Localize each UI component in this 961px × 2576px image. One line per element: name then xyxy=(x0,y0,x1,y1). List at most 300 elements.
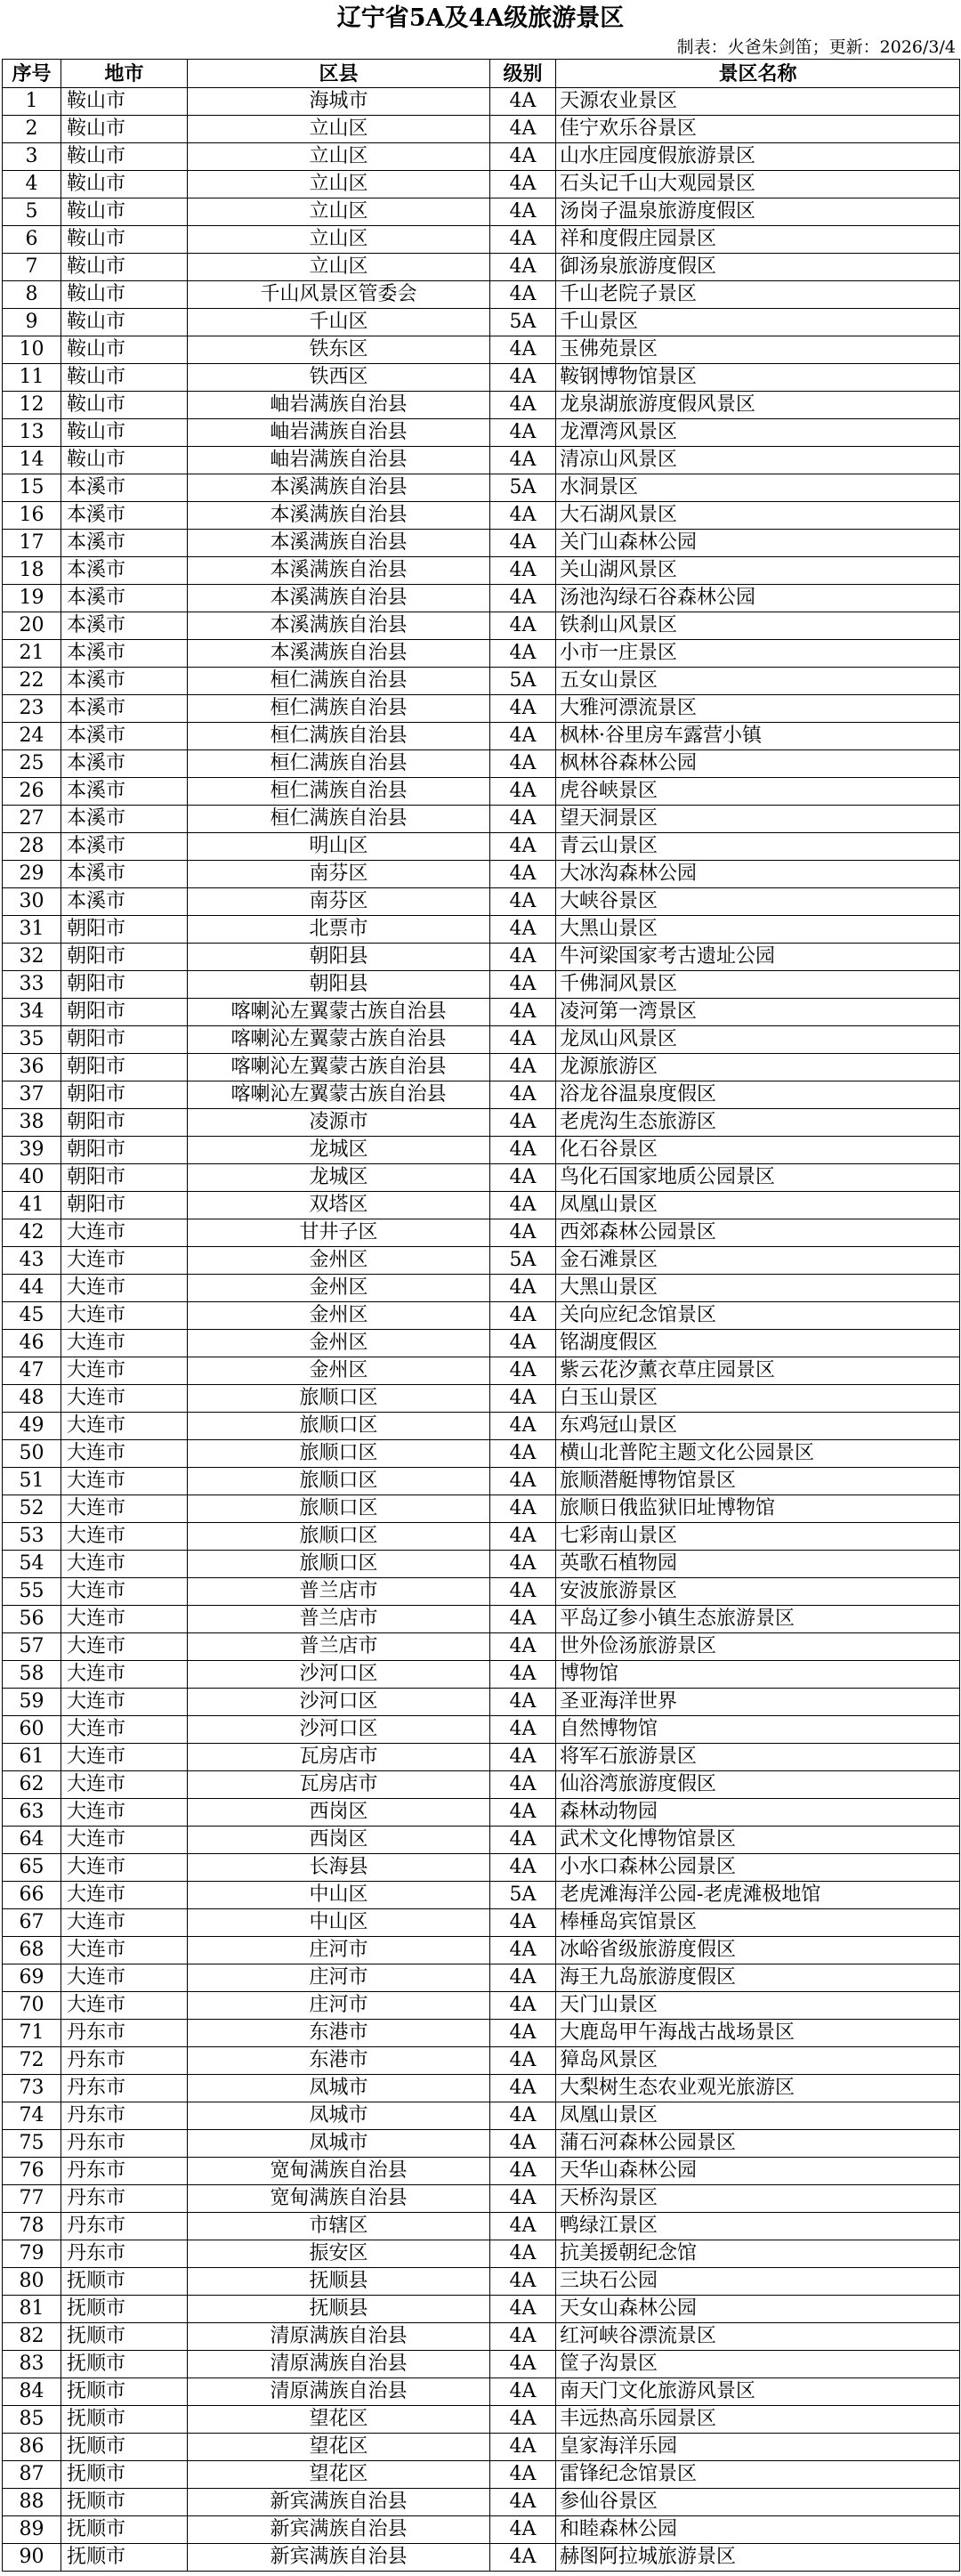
cell-city: 抚顺市 xyxy=(61,2268,188,2296)
table-row xyxy=(3,336,960,364)
cell-district: 桓仁满族自治县 xyxy=(188,806,490,833)
cell-scenic-name: 天女山森林公园 xyxy=(556,2296,960,2323)
cell-index: 79 xyxy=(3,2240,61,2268)
table-row xyxy=(3,254,960,281)
cell-district: 岫岩满族自治县 xyxy=(188,392,490,419)
cell-scenic-name: 龙源旅游区 xyxy=(556,1054,960,1081)
cell-district: 新宾满族自治县 xyxy=(188,2516,490,2544)
cell-district: 振安区 xyxy=(188,2240,490,2268)
cell-level: 5A xyxy=(490,1247,556,1275)
cell-index: 20 xyxy=(3,612,61,640)
cell-city: 大连市 xyxy=(61,1937,188,1964)
cell-scenic-name: 东鸡冠山景区 xyxy=(556,1413,960,1440)
cell-city: 本溪市 xyxy=(61,530,188,557)
cell-scenic-name: 小市一庄景区 xyxy=(556,640,960,668)
cell-district: 甘井子区 xyxy=(188,1219,490,1247)
header-scenic-name: 景区名称 xyxy=(556,60,960,88)
cell-level: 4A xyxy=(490,723,556,750)
table-row xyxy=(3,695,960,723)
cell-scenic-name: 森林动物园 xyxy=(556,1799,960,1827)
cell-city: 本溪市 xyxy=(61,806,188,833)
cell-index: 10 xyxy=(3,336,61,364)
cell-index: 38 xyxy=(3,1109,61,1137)
cell-city: 鞍山市 xyxy=(61,88,188,116)
cell-district: 普兰店市 xyxy=(188,1606,490,1633)
table-row xyxy=(3,392,960,419)
table-row xyxy=(3,2323,960,2351)
cell-city: 本溪市 xyxy=(61,640,188,668)
cell-level: 5A xyxy=(490,474,556,502)
cell-index: 86 xyxy=(3,2434,61,2461)
cell-level: 4A xyxy=(490,2378,556,2406)
cell-district: 沙河口区 xyxy=(188,1716,490,1744)
cell-level: 4A xyxy=(490,1468,556,1495)
cell-city: 丹东市 xyxy=(61,2185,188,2213)
cell-city: 鞍山市 xyxy=(61,143,188,171)
cell-level: 4A xyxy=(490,557,556,585)
cell-index: 40 xyxy=(3,1164,61,1192)
header-district: 区县 xyxy=(188,60,490,88)
cell-city: 鞍山市 xyxy=(61,419,188,447)
table-row xyxy=(3,1302,960,1330)
cell-scenic-name: 大冰沟森林公园 xyxy=(556,861,960,888)
cell-index: 57 xyxy=(3,1633,61,1661)
cell-district: 抚顺县 xyxy=(188,2268,490,2296)
cell-district: 旅顺口区 xyxy=(188,1385,490,1413)
cell-index: 15 xyxy=(3,474,61,502)
cell-district: 金州区 xyxy=(188,1330,490,1357)
cell-index: 76 xyxy=(3,2158,61,2185)
cell-level: 4A xyxy=(490,1219,556,1247)
cell-scenic-name: 天桥沟景区 xyxy=(556,2185,960,2213)
cell-scenic-name: 鸟化石国家地质公园景区 xyxy=(556,1164,960,1192)
cell-scenic-name: 龙潭湾风景区 xyxy=(556,419,960,447)
table-row xyxy=(3,1799,960,1827)
cell-scenic-name: 龙凤山风景区 xyxy=(556,1026,960,1054)
cell-level: 4A xyxy=(490,1551,556,1578)
cell-scenic-name: 金石滩景区 xyxy=(556,1247,960,1275)
cell-district: 北票市 xyxy=(188,916,490,944)
cell-level: 4A xyxy=(490,1523,556,1551)
cell-level: 4A xyxy=(490,1275,556,1302)
cell-index: 60 xyxy=(3,1716,61,1744)
cell-scenic-name: 浴龙谷温泉度假区 xyxy=(556,1081,960,1109)
cell-city: 本溪市 xyxy=(61,750,188,778)
cell-level: 4A xyxy=(490,2323,556,2351)
cell-scenic-name: 老虎滩海洋公园-老虎滩极地馆 xyxy=(556,1882,960,1909)
table-row xyxy=(3,999,960,1026)
cell-district: 凤城市 xyxy=(188,2130,490,2158)
cell-district: 旅顺口区 xyxy=(188,1495,490,1523)
cell-level: 4A xyxy=(490,1854,556,1882)
cell-city: 朝阳市 xyxy=(61,999,188,1026)
cell-scenic-name: 武术文化博物馆景区 xyxy=(556,1827,960,1854)
cell-district: 金州区 xyxy=(188,1275,490,1302)
cell-level: 4A xyxy=(490,336,556,364)
cell-district: 金州区 xyxy=(188,1302,490,1330)
cell-district: 长海县 xyxy=(188,1854,490,1882)
cell-district: 宽甸满族自治县 xyxy=(188,2185,490,2213)
cell-scenic-name: 小水口森林公园景区 xyxy=(556,1854,960,1882)
cell-scenic-name: 化石谷景区 xyxy=(556,1137,960,1164)
cell-city: 本溪市 xyxy=(61,474,188,502)
table-row xyxy=(3,640,960,668)
cell-level: 4A xyxy=(490,1578,556,1606)
cell-level: 4A xyxy=(490,806,556,833)
cell-index: 59 xyxy=(3,1689,61,1716)
table-row xyxy=(3,2047,960,2075)
cell-level: 5A xyxy=(490,1882,556,1909)
cell-city: 丹东市 xyxy=(61,2158,188,2185)
cell-level: 4A xyxy=(490,1385,556,1413)
cell-scenic-name: 龙泉湖旅游度假风景区 xyxy=(556,392,960,419)
cell-index: 78 xyxy=(3,2213,61,2240)
cell-level: 4A xyxy=(490,2544,556,2572)
cell-city: 朝阳市 xyxy=(61,1081,188,1109)
cell-index: 14 xyxy=(3,447,61,474)
cell-city: 丹东市 xyxy=(61,2130,188,2158)
cell-level: 4A xyxy=(490,640,556,668)
cell-city: 朝阳市 xyxy=(61,944,188,971)
cell-level: 4A xyxy=(490,1716,556,1744)
cell-level: 5A xyxy=(490,309,556,336)
cell-level: 4A xyxy=(490,502,556,530)
cell-level: 4A xyxy=(490,1109,556,1137)
cell-index: 69 xyxy=(3,1964,61,1992)
table-row xyxy=(3,612,960,640)
cell-city: 抚顺市 xyxy=(61,2516,188,2544)
cell-district: 沙河口区 xyxy=(188,1689,490,1716)
cell-city: 大连市 xyxy=(61,1385,188,1413)
cell-index: 43 xyxy=(3,1247,61,1275)
cell-district: 清原满族自治县 xyxy=(188,2378,490,2406)
cell-city: 抚顺市 xyxy=(61,2351,188,2378)
cell-level: 4A xyxy=(490,1054,556,1081)
table-row xyxy=(3,916,960,944)
cell-district: 中山区 xyxy=(188,1909,490,1937)
table-meta: 制表：火爸朱剑笛；更新：2026/3/4 xyxy=(676,37,956,57)
cell-index: 51 xyxy=(3,1468,61,1495)
cell-level: 4A xyxy=(490,1081,556,1109)
cell-district: 旅顺口区 xyxy=(188,1468,490,1495)
cell-index: 62 xyxy=(3,1771,61,1799)
cell-district: 立山区 xyxy=(188,143,490,171)
table-row xyxy=(3,1413,960,1440)
cell-index: 30 xyxy=(3,888,61,916)
table-row xyxy=(3,88,960,116)
cell-scenic-name: 红河峡谷漂流景区 xyxy=(556,2323,960,2351)
cell-district: 南芬区 xyxy=(188,888,490,916)
cell-district: 瓦房店市 xyxy=(188,1771,490,1799)
cell-index: 48 xyxy=(3,1385,61,1413)
cell-scenic-name: 天华山森林公园 xyxy=(556,2158,960,2185)
cell-index: 65 xyxy=(3,1854,61,1882)
cell-index: 22 xyxy=(3,668,61,695)
table-row xyxy=(3,2544,960,2572)
cell-level: 4A xyxy=(490,143,556,171)
cell-scenic-name: 铭湖度假区 xyxy=(556,1330,960,1357)
cell-scenic-name: 丰远热高乐园景区 xyxy=(556,2406,960,2434)
cell-scenic-name: 水洞景区 xyxy=(556,474,960,502)
cell-index: 37 xyxy=(3,1081,61,1109)
cell-index: 35 xyxy=(3,1026,61,1054)
cell-level: 4A xyxy=(490,1357,556,1385)
cell-level: 4A xyxy=(490,2516,556,2544)
cell-district: 铁东区 xyxy=(188,336,490,364)
table-row xyxy=(3,502,960,530)
cell-city: 丹东市 xyxy=(61,2213,188,2240)
cell-level: 4A xyxy=(490,392,556,419)
cell-index: 52 xyxy=(3,1495,61,1523)
cell-scenic-name: 横山北普陀主题文化公园景区 xyxy=(556,1440,960,1468)
table-row xyxy=(3,2130,960,2158)
cell-district: 凌源市 xyxy=(188,1109,490,1137)
cell-city: 本溪市 xyxy=(61,612,188,640)
table-row xyxy=(3,723,960,750)
cell-district: 清原满族自治县 xyxy=(188,2351,490,2378)
cell-index: 21 xyxy=(3,640,61,668)
table-row xyxy=(3,2268,960,2296)
cell-city: 大连市 xyxy=(61,1827,188,1854)
cell-district: 新宾满族自治县 xyxy=(188,2544,490,2572)
cell-scenic-name: 平岛辽参小镇生态旅游景区 xyxy=(556,1606,960,1633)
table-row xyxy=(3,2378,960,2406)
table-row xyxy=(3,447,960,474)
cell-scenic-name: 望天洞景区 xyxy=(556,806,960,833)
cell-city: 本溪市 xyxy=(61,502,188,530)
cell-city: 抚顺市 xyxy=(61,2378,188,2406)
cell-city: 丹东市 xyxy=(61,2047,188,2075)
cell-level: 4A xyxy=(490,1744,556,1771)
cell-scenic-name: 大雅河漂流景区 xyxy=(556,695,960,723)
cell-city: 丹东市 xyxy=(61,2075,188,2102)
cell-scenic-name: 清凉山风景区 xyxy=(556,447,960,474)
cell-index: 5 xyxy=(3,198,61,226)
cell-district: 铁西区 xyxy=(188,364,490,392)
cell-district: 西岗区 xyxy=(188,1799,490,1827)
cell-district: 龙城区 xyxy=(188,1164,490,1192)
cell-scenic-name: 关门山森林公园 xyxy=(556,530,960,557)
cell-index: 32 xyxy=(3,944,61,971)
cell-city: 大连市 xyxy=(61,1551,188,1578)
cell-scenic-name: 凤凰山景区 xyxy=(556,1192,960,1219)
cell-level: 4A xyxy=(490,1440,556,1468)
cell-level: 4A xyxy=(490,2296,556,2323)
cell-index: 89 xyxy=(3,2516,61,2544)
cell-scenic-name: 自然博物馆 xyxy=(556,1716,960,1744)
cell-scenic-name: 千佛洞风景区 xyxy=(556,971,960,999)
cell-city: 抚顺市 xyxy=(61,2296,188,2323)
table-row xyxy=(3,171,960,198)
cell-level: 4A xyxy=(490,944,556,971)
cell-district: 千山风景区管委会 xyxy=(188,281,490,309)
cell-scenic-name: 西郊森林公园景区 xyxy=(556,1219,960,1247)
cell-city: 鞍山市 xyxy=(61,336,188,364)
cell-scenic-name: 紫云花汐薰衣草庄园景区 xyxy=(556,1357,960,1385)
cell-city: 丹东市 xyxy=(61,2020,188,2047)
cell-city: 大连市 xyxy=(61,1882,188,1909)
cell-scenic-name: 老虎沟生态旅游区 xyxy=(556,1109,960,1137)
cell-district: 新宾满族自治县 xyxy=(188,2489,490,2516)
cell-city: 大连市 xyxy=(61,1468,188,1495)
cell-scenic-name: 海王九岛旅游度假区 xyxy=(556,1964,960,1992)
cell-district: 立山区 xyxy=(188,198,490,226)
table-row xyxy=(3,1661,960,1689)
cell-index: 19 xyxy=(3,585,61,612)
cell-district: 望花区 xyxy=(188,2406,490,2434)
cell-index: 70 xyxy=(3,1992,61,2020)
table-row xyxy=(3,419,960,447)
cell-scenic-name: 玉佛苑景区 xyxy=(556,336,960,364)
table-row xyxy=(3,1109,960,1137)
cell-level: 4A xyxy=(490,1192,556,1219)
cell-city: 鞍山市 xyxy=(61,281,188,309)
cell-level: 4A xyxy=(490,530,556,557)
cell-index: 68 xyxy=(3,1937,61,1964)
table-row xyxy=(3,944,960,971)
table-row xyxy=(3,1137,960,1164)
cell-city: 大连市 xyxy=(61,1744,188,1771)
cell-city: 抚顺市 xyxy=(61,2461,188,2489)
cell-level: 4A xyxy=(490,2461,556,2489)
cell-level: 4A xyxy=(490,1413,556,1440)
cell-scenic-name: 天门山景区 xyxy=(556,1992,960,2020)
cell-level: 4A xyxy=(490,2434,556,2461)
table-row xyxy=(3,861,960,888)
table-row xyxy=(3,1964,960,1992)
cell-index: 44 xyxy=(3,1275,61,1302)
cell-index: 77 xyxy=(3,2185,61,2213)
cell-district: 旅顺口区 xyxy=(188,1523,490,1551)
cell-level: 4A xyxy=(490,1661,556,1689)
cell-city: 本溪市 xyxy=(61,778,188,806)
cell-city: 大连市 xyxy=(61,1992,188,2020)
cell-city: 朝阳市 xyxy=(61,1137,188,1164)
cell-scenic-name: 博物馆 xyxy=(556,1661,960,1689)
cell-scenic-name: 抗美援朝纪念馆 xyxy=(556,2240,960,2268)
cell-level: 4A xyxy=(490,999,556,1026)
table-row xyxy=(3,668,960,695)
page-title: 辽宁省5A及4A级旅游景区 xyxy=(336,4,625,32)
cell-index: 71 xyxy=(3,2020,61,2047)
cell-scenic-name: 大梨树生态农业观光旅游区 xyxy=(556,2075,960,2102)
cell-index: 64 xyxy=(3,1827,61,1854)
cell-index: 33 xyxy=(3,971,61,999)
table-row xyxy=(3,1744,960,1771)
cell-city: 鞍山市 xyxy=(61,116,188,143)
table-row xyxy=(3,1440,960,1468)
cell-city: 鞍山市 xyxy=(61,254,188,281)
cell-level: 4A xyxy=(490,916,556,944)
cell-level: 4A xyxy=(490,861,556,888)
cell-scenic-name: 仙浴湾旅游度假区 xyxy=(556,1771,960,1799)
cell-district: 市辖区 xyxy=(188,2213,490,2240)
table-row xyxy=(3,2102,960,2130)
cell-district: 立山区 xyxy=(188,226,490,254)
cell-index: 9 xyxy=(3,309,61,336)
cell-district: 龙城区 xyxy=(188,1137,490,1164)
cell-index: 6 xyxy=(3,226,61,254)
cell-index: 28 xyxy=(3,833,61,861)
cell-index: 61 xyxy=(3,1744,61,1771)
table-row xyxy=(3,1882,960,1909)
cell-city: 抚顺市 xyxy=(61,2434,188,2461)
table-row xyxy=(3,116,960,143)
cell-city: 朝阳市 xyxy=(61,1109,188,1137)
cell-city: 大连市 xyxy=(61,1302,188,1330)
table-row xyxy=(3,1771,960,1799)
cell-level: 4A xyxy=(490,971,556,999)
table-row xyxy=(3,1247,960,1275)
cell-level: 4A xyxy=(490,364,556,392)
table-row xyxy=(3,1854,960,1882)
cell-level: 4A xyxy=(490,585,556,612)
cell-level: 4A xyxy=(490,888,556,916)
table-row xyxy=(3,1523,960,1551)
table-row xyxy=(3,971,960,999)
cell-index: 56 xyxy=(3,1606,61,1633)
cell-city: 鞍山市 xyxy=(61,364,188,392)
cell-index: 7 xyxy=(3,254,61,281)
cell-scenic-name: 凤凰山景区 xyxy=(556,2102,960,2130)
cell-scenic-name: 虎谷峡景区 xyxy=(556,778,960,806)
cell-index: 2 xyxy=(3,116,61,143)
cell-level: 4A xyxy=(490,1026,556,1054)
table-row xyxy=(3,2489,960,2516)
cell-index: 26 xyxy=(3,778,61,806)
table-row xyxy=(3,2213,960,2240)
cell-district: 东港市 xyxy=(188,2047,490,2075)
cell-index: 47 xyxy=(3,1357,61,1385)
cell-index: 42 xyxy=(3,1219,61,1247)
cell-district: 金州区 xyxy=(188,1357,490,1385)
table-row xyxy=(3,474,960,502)
cell-city: 大连市 xyxy=(61,1495,188,1523)
cell-level: 4A xyxy=(490,1330,556,1357)
cell-level: 4A xyxy=(490,1689,556,1716)
cell-district: 本溪满族自治县 xyxy=(188,474,490,502)
cell-district: 喀喇沁左翼蒙古族自治县 xyxy=(188,999,490,1026)
cell-level: 4A xyxy=(490,2351,556,2378)
cell-index: 58 xyxy=(3,1661,61,1689)
cell-district: 东港市 xyxy=(188,2020,490,2047)
cell-level: 5A xyxy=(490,668,556,695)
table-row xyxy=(3,2406,960,2434)
cell-index: 34 xyxy=(3,999,61,1026)
cell-scenic-name: 牛河梁国家考古遗址公园 xyxy=(556,944,960,971)
table-row xyxy=(3,1578,960,1606)
cell-index: 1 xyxy=(3,88,61,116)
cell-scenic-name: 枫林谷森林公园 xyxy=(556,750,960,778)
table-row xyxy=(3,2351,960,2378)
cell-level: 4A xyxy=(490,2020,556,2047)
cell-scenic-name: 旅顺日俄监狱旧址博物馆 xyxy=(556,1495,960,1523)
table-row xyxy=(3,1909,960,1937)
cell-index: 90 xyxy=(3,2544,61,2572)
cell-city: 朝阳市 xyxy=(61,1054,188,1081)
cell-district: 喀喇沁左翼蒙古族自治县 xyxy=(188,1054,490,1081)
cell-scenic-name: 天源农业景区 xyxy=(556,88,960,116)
cell-level: 4A xyxy=(490,1909,556,1937)
table-row xyxy=(3,778,960,806)
cell-city: 本溪市 xyxy=(61,585,188,612)
table-row xyxy=(3,2240,960,2268)
table-row xyxy=(3,309,960,336)
cell-district: 桓仁满族自治县 xyxy=(188,778,490,806)
cell-index: 25 xyxy=(3,750,61,778)
cell-city: 大连市 xyxy=(61,1689,188,1716)
cell-city: 本溪市 xyxy=(61,557,188,585)
